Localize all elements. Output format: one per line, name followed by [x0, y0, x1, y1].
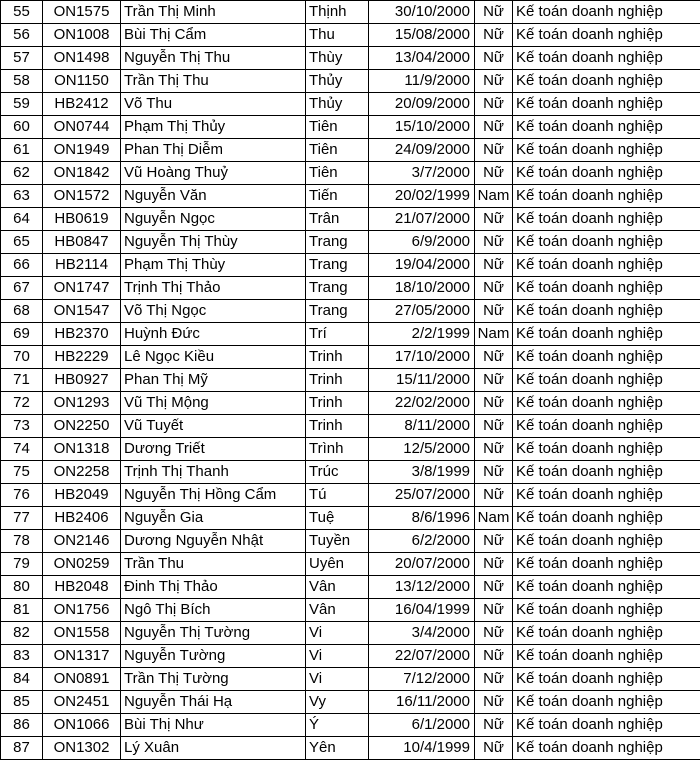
student-first-name: Thủy — [306, 93, 369, 116]
gender: Nữ — [475, 300, 513, 323]
row-number: 55 — [1, 1, 43, 24]
gender: Nam — [475, 185, 513, 208]
row-number: 58 — [1, 70, 43, 93]
date-of-birth: 30/10/2000 — [369, 1, 475, 24]
row-number: 85 — [1, 691, 43, 714]
table-row — [1, 645, 700, 668]
major: Kế toán doanh nghiệp — [513, 139, 700, 162]
row-number: 78 — [1, 530, 43, 553]
table-row — [1, 254, 700, 277]
gender: Nữ — [475, 47, 513, 70]
gender: Nữ — [475, 668, 513, 691]
row-number: 72 — [1, 392, 43, 415]
gender: Nữ — [475, 277, 513, 300]
major: Kế toán doanh nghiệp — [513, 668, 700, 691]
table-row — [1, 622, 700, 645]
student-first-name: Trúc — [306, 461, 369, 484]
major: Kế toán doanh nghiệp — [513, 691, 700, 714]
date-of-birth: 20/09/2000 — [369, 93, 475, 116]
student-code: ON2258 — [43, 461, 121, 484]
table-row — [1, 714, 700, 737]
date-of-birth: 22/07/2000 — [369, 645, 475, 668]
student-first-name: Vân — [306, 599, 369, 622]
student-middle-name: Nguyễn Văn — [121, 185, 306, 208]
row-number: 87 — [1, 737, 43, 760]
student-middle-name: Nguyễn Thị Thùy — [121, 231, 306, 254]
student-first-name: Trang — [306, 231, 369, 254]
gender: Nam — [475, 507, 513, 530]
student-code: ON1575 — [43, 1, 121, 24]
date-of-birth: 8/11/2000 — [369, 415, 475, 438]
gender: Nữ — [475, 392, 513, 415]
student-code: ON1756 — [43, 599, 121, 622]
student-middle-name: Trịnh Thị Thanh — [121, 461, 306, 484]
student-middle-name: Vũ Tuyết — [121, 415, 306, 438]
table-row — [1, 47, 700, 70]
major: Kế toán doanh nghiệp — [513, 231, 700, 254]
gender: Nữ — [475, 599, 513, 622]
row-number: 76 — [1, 484, 43, 507]
major: Kế toán doanh nghiệp — [513, 507, 700, 530]
date-of-birth: 27/05/2000 — [369, 300, 475, 323]
date-of-birth: 6/1/2000 — [369, 714, 475, 737]
table-row — [1, 691, 700, 714]
student-middle-name: Phạm Thị Thùy — [121, 254, 306, 277]
student-middle-name: Võ Thị Ngọc — [121, 300, 306, 323]
gender: Nữ — [475, 576, 513, 599]
major: Kế toán doanh nghiệp — [513, 346, 700, 369]
student-code: ON1747 — [43, 277, 121, 300]
major: Kế toán doanh nghiệp — [513, 254, 700, 277]
row-number: 66 — [1, 254, 43, 277]
date-of-birth: 22/02/2000 — [369, 392, 475, 415]
row-number: 63 — [1, 185, 43, 208]
student-code: ON1317 — [43, 645, 121, 668]
table-row — [1, 185, 700, 208]
row-number: 74 — [1, 438, 43, 461]
row-number: 75 — [1, 461, 43, 484]
student-code: HB2412 — [43, 93, 121, 116]
row-number: 70 — [1, 346, 43, 369]
table-row — [1, 392, 700, 415]
student-middle-name: Dương Nguyễn Nhật — [121, 530, 306, 553]
student-middle-name: Đinh Thị Thảo — [121, 576, 306, 599]
table-row — [1, 323, 700, 346]
major: Kế toán doanh nghiệp — [513, 300, 700, 323]
student-code: ON1547 — [43, 300, 121, 323]
student-code: HB2406 — [43, 507, 121, 530]
table-row — [1, 162, 700, 185]
table-row — [1, 576, 700, 599]
major: Kế toán doanh nghiệp — [513, 185, 700, 208]
student-middle-name: Lý Xuân — [121, 737, 306, 760]
student-middle-name: Nguyễn Tường — [121, 645, 306, 668]
gender: Nữ — [475, 645, 513, 668]
major: Kế toán doanh nghiệp — [513, 116, 700, 139]
row-number: 67 — [1, 277, 43, 300]
student-first-name: Trinh — [306, 392, 369, 415]
table-row — [1, 438, 700, 461]
student-middle-name: Huỳnh Đức — [121, 323, 306, 346]
gender: Nữ — [475, 70, 513, 93]
student-first-name: Tuyền — [306, 530, 369, 553]
gender: Nữ — [475, 691, 513, 714]
student-code: ON1572 — [43, 185, 121, 208]
table-row — [1, 737, 700, 760]
date-of-birth: 24/09/2000 — [369, 139, 475, 162]
date-of-birth: 15/10/2000 — [369, 116, 475, 139]
student-code: ON2451 — [43, 691, 121, 714]
student-first-name: Trang — [306, 300, 369, 323]
student-first-name: Tiến — [306, 185, 369, 208]
major: Kế toán doanh nghiệp — [513, 645, 700, 668]
row-number: 82 — [1, 622, 43, 645]
table-row — [1, 208, 700, 231]
major: Kế toán doanh nghiệp — [513, 369, 700, 392]
student-code: ON2250 — [43, 415, 121, 438]
gender: Nam — [475, 323, 513, 346]
table-row — [1, 668, 700, 691]
student-code: ON0259 — [43, 553, 121, 576]
gender: Nữ — [475, 24, 513, 47]
row-number: 80 — [1, 576, 43, 599]
student-middle-name: Trần Thị Minh — [121, 1, 306, 24]
major: Kế toán doanh nghiệp — [513, 438, 700, 461]
major: Kế toán doanh nghiệp — [513, 392, 700, 415]
student-code: ON0744 — [43, 116, 121, 139]
date-of-birth: 21/07/2000 — [369, 208, 475, 231]
student-code: HB2370 — [43, 323, 121, 346]
student-middle-name: Nguyễn Gia — [121, 507, 306, 530]
date-of-birth: 12/5/2000 — [369, 438, 475, 461]
major: Kế toán doanh nghiệp — [513, 415, 700, 438]
gender: Nữ — [475, 162, 513, 185]
student-code: ON1558 — [43, 622, 121, 645]
row-number: 57 — [1, 47, 43, 70]
student-code: ON2146 — [43, 530, 121, 553]
major: Kế toán doanh nghiệp — [513, 484, 700, 507]
row-number: 73 — [1, 415, 43, 438]
row-number: 69 — [1, 323, 43, 346]
student-code: ON1318 — [43, 438, 121, 461]
row-number: 77 — [1, 507, 43, 530]
major: Kế toán doanh nghiệp — [513, 162, 700, 185]
major: Kế toán doanh nghiệp — [513, 47, 700, 70]
student-first-name: Trinh — [306, 346, 369, 369]
student-first-name: Trí — [306, 323, 369, 346]
student-middle-name: Phạm Thị Thủy — [121, 116, 306, 139]
gender: Nữ — [475, 231, 513, 254]
student-first-name: Tú — [306, 484, 369, 507]
student-middle-name: Nguyễn Thị Thu — [121, 47, 306, 70]
row-number: 84 — [1, 668, 43, 691]
row-number: 68 — [1, 300, 43, 323]
student-code: HB2229 — [43, 346, 121, 369]
date-of-birth: 18/10/2000 — [369, 277, 475, 300]
table-row — [1, 116, 700, 139]
student-middle-name: Nguyễn Thị Hồng Cẩm — [121, 484, 306, 507]
student-middle-name: Phan Thị Mỹ — [121, 369, 306, 392]
table-row — [1, 231, 700, 254]
student-first-name: Vi — [306, 645, 369, 668]
date-of-birth: 13/04/2000 — [369, 47, 475, 70]
student-code: ON0891 — [43, 668, 121, 691]
student-first-name: Uyên — [306, 553, 369, 576]
major: Kế toán doanh nghiệp — [513, 70, 700, 93]
student-code: ON1949 — [43, 139, 121, 162]
student-middle-name: Ngô Thị Bích — [121, 599, 306, 622]
student-first-name: Trân — [306, 208, 369, 231]
table-row — [1, 277, 700, 300]
student-first-name: Trinh — [306, 415, 369, 438]
row-number: 86 — [1, 714, 43, 737]
gender: Nữ — [475, 737, 513, 760]
gender: Nữ — [475, 530, 513, 553]
table-row — [1, 24, 700, 47]
student-first-name: Tiên — [306, 116, 369, 139]
student-middle-name: Trịnh Thị Thảo — [121, 277, 306, 300]
student-middle-name: Vũ Hoàng Thuỷ — [121, 162, 306, 185]
gender: Nữ — [475, 93, 513, 116]
table-row — [1, 484, 700, 507]
student-code: ON1066 — [43, 714, 121, 737]
date-of-birth: 11/9/2000 — [369, 70, 475, 93]
gender: Nữ — [475, 714, 513, 737]
student-first-name: Thu — [306, 24, 369, 47]
table-row — [1, 461, 700, 484]
student-first-name: Vi — [306, 668, 369, 691]
major: Kế toán doanh nghiệp — [513, 530, 700, 553]
major: Kế toán doanh nghiệp — [513, 208, 700, 231]
student-middle-name: Nguyễn Ngọc — [121, 208, 306, 231]
student-middle-name: Lê Ngọc Kiều — [121, 346, 306, 369]
table-row — [1, 369, 700, 392]
date-of-birth: 19/04/2000 — [369, 254, 475, 277]
gender: Nữ — [475, 139, 513, 162]
table-row — [1, 530, 700, 553]
student-first-name: Trinh — [306, 369, 369, 392]
major: Kế toán doanh nghiệp — [513, 576, 700, 599]
major: Kế toán doanh nghiệp — [513, 714, 700, 737]
date-of-birth: 13/12/2000 — [369, 576, 475, 599]
student-code: ON1302 — [43, 737, 121, 760]
major: Kế toán doanh nghiệp — [513, 24, 700, 47]
gender: Nữ — [475, 438, 513, 461]
table-row — [1, 93, 700, 116]
table-row — [1, 1, 700, 24]
gender: Nữ — [475, 1, 513, 24]
student-code: HB2048 — [43, 576, 121, 599]
student-code: HB2114 — [43, 254, 121, 277]
row-number: 71 — [1, 369, 43, 392]
date-of-birth: 17/10/2000 — [369, 346, 475, 369]
student-first-name: Tiên — [306, 139, 369, 162]
student-code: ON1293 — [43, 392, 121, 415]
table-row — [1, 415, 700, 438]
date-of-birth: 6/9/2000 — [369, 231, 475, 254]
student-middle-name: Phan Thị Diễm — [121, 139, 306, 162]
gender: Nữ — [475, 484, 513, 507]
table-row — [1, 346, 700, 369]
student-code: ON1498 — [43, 47, 121, 70]
student-middle-name: Dương Triết — [121, 438, 306, 461]
major: Kế toán doanh nghiệp — [513, 1, 700, 24]
date-of-birth: 8/6/1996 — [369, 507, 475, 530]
table-row — [1, 70, 700, 93]
student-code: ON1150 — [43, 70, 121, 93]
row-number: 56 — [1, 24, 43, 47]
row-number: 60 — [1, 116, 43, 139]
student-code: HB2049 — [43, 484, 121, 507]
date-of-birth: 25/07/2000 — [369, 484, 475, 507]
student-middle-name: Vũ Thị Mộng — [121, 392, 306, 415]
table-row — [1, 507, 700, 530]
student-middle-name: Bùi Thị Cẩm — [121, 24, 306, 47]
student-first-name: Vy — [306, 691, 369, 714]
student-middle-name: Nguyễn Thái Hạ — [121, 691, 306, 714]
student-code: ON1842 — [43, 162, 121, 185]
major: Kế toán doanh nghiệp — [513, 737, 700, 760]
date-of-birth: 3/8/1999 — [369, 461, 475, 484]
row-number: 62 — [1, 162, 43, 185]
major: Kế toán doanh nghiệp — [513, 323, 700, 346]
student-middle-name: Nguyễn Thị Tường — [121, 622, 306, 645]
gender: Nữ — [475, 254, 513, 277]
student-first-name: Thịnh — [306, 1, 369, 24]
student-middle-name: Trần Thị Thu — [121, 70, 306, 93]
student-middle-name: Võ Thu — [121, 93, 306, 116]
date-of-birth: 3/4/2000 — [369, 622, 475, 645]
table-row — [1, 553, 700, 576]
date-of-birth: 15/11/2000 — [369, 369, 475, 392]
student-first-name: Trang — [306, 277, 369, 300]
date-of-birth: 2/2/1999 — [369, 323, 475, 346]
date-of-birth: 7/12/2000 — [369, 668, 475, 691]
student-first-name: Tuệ — [306, 507, 369, 530]
student-first-name: Vi — [306, 622, 369, 645]
student-first-name: Thủy — [306, 70, 369, 93]
row-number: 79 — [1, 553, 43, 576]
student-first-name: Thùy — [306, 47, 369, 70]
student-code: HB0927 — [43, 369, 121, 392]
date-of-birth: 3/7/2000 — [369, 162, 475, 185]
table-row — [1, 300, 700, 323]
major: Kế toán doanh nghiệp — [513, 553, 700, 576]
row-number: 65 — [1, 231, 43, 254]
date-of-birth: 16/11/2000 — [369, 691, 475, 714]
gender: Nữ — [475, 116, 513, 139]
row-number: 61 — [1, 139, 43, 162]
student-first-name: Tiên — [306, 162, 369, 185]
gender: Nữ — [475, 415, 513, 438]
student-code: HB0847 — [43, 231, 121, 254]
row-number: 59 — [1, 93, 43, 116]
major: Kế toán doanh nghiệp — [513, 277, 700, 300]
gender: Nữ — [475, 208, 513, 231]
student-first-name: Ý — [306, 714, 369, 737]
student-first-name: Trang — [306, 254, 369, 277]
gender: Nữ — [475, 346, 513, 369]
row-number: 81 — [1, 599, 43, 622]
gender: Nữ — [475, 369, 513, 392]
date-of-birth: 10/4/1999 — [369, 737, 475, 760]
major: Kế toán doanh nghiệp — [513, 599, 700, 622]
table-body — [1, 1, 700, 760]
date-of-birth: 6/2/2000 — [369, 530, 475, 553]
student-code: HB0619 — [43, 208, 121, 231]
student-middle-name: Trần Thu — [121, 553, 306, 576]
gender: Nữ — [475, 622, 513, 645]
student-first-name: Trình — [306, 438, 369, 461]
date-of-birth: 20/07/2000 — [369, 553, 475, 576]
row-number: 64 — [1, 208, 43, 231]
table-row — [1, 599, 700, 622]
major: Kế toán doanh nghiệp — [513, 622, 700, 645]
student-middle-name: Bùi Thị Như — [121, 714, 306, 737]
gender: Nữ — [475, 553, 513, 576]
date-of-birth: 16/04/1999 — [369, 599, 475, 622]
row-number: 83 — [1, 645, 43, 668]
gender: Nữ — [475, 461, 513, 484]
date-of-birth: 20/02/1999 — [369, 185, 475, 208]
student-middle-name: Trần Thị Tường — [121, 668, 306, 691]
student-first-name: Yên — [306, 737, 369, 760]
date-of-birth: 15/08/2000 — [369, 24, 475, 47]
major: Kế toán doanh nghiệp — [513, 461, 700, 484]
student-code: ON1008 — [43, 24, 121, 47]
table-row — [1, 139, 700, 162]
student-first-name: Vân — [306, 576, 369, 599]
major: Kế toán doanh nghiệp — [513, 93, 700, 116]
